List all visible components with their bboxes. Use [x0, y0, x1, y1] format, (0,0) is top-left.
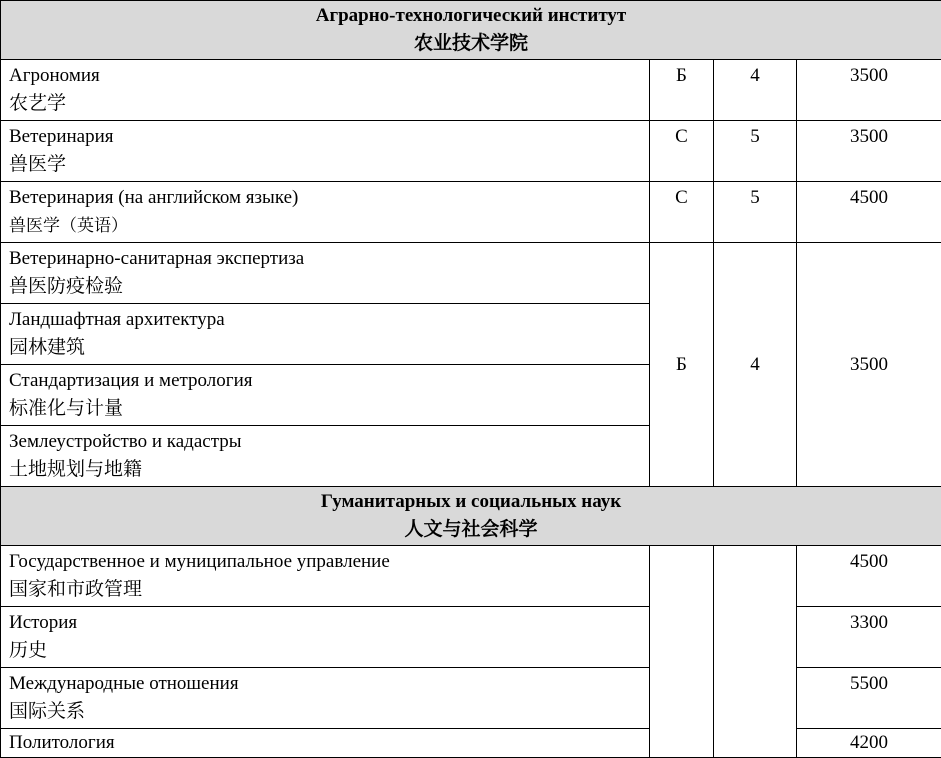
- level-cell: Б: [650, 60, 714, 121]
- program-name-zh: 兽医学（英语）: [9, 212, 649, 240]
- table-row: [1, 607, 941, 668]
- section-title: [1, 1, 941, 60]
- price-cell: 3500: [797, 60, 941, 121]
- table-row: [1, 729, 941, 758]
- program-name-ru: Ландшафтная архитектура: [9, 306, 649, 334]
- section-header: [1, 487, 941, 546]
- program-name-zh: 园林建筑: [9, 334, 649, 362]
- section-header: [1, 1, 941, 60]
- program-name-ru: Государственное и муниципальное управление: [9, 548, 649, 576]
- program-name-zh: 土地规划与地籍: [9, 456, 649, 484]
- section-title-ru: Гуманитарных и социальных наук: [1, 488, 941, 516]
- program-name-ru: Политология: [9, 729, 649, 757]
- price-cell: 4500: [797, 546, 941, 607]
- price-cell-merged: 3500: [797, 243, 941, 487]
- program-name: [1, 546, 650, 607]
- program-name-ru: Стандартизация и метрология: [9, 367, 649, 395]
- program-name-zh: 兽医学: [9, 151, 649, 179]
- program-name-zh: 历史: [9, 637, 649, 665]
- years-cell: 5: [714, 182, 797, 243]
- table-row: [1, 243, 941, 304]
- program-name-zh: 农艺学: [9, 90, 649, 118]
- level-cell-merged: Б: [650, 243, 714, 487]
- section-title-ru: Аграрно-технологический институт: [1, 2, 941, 30]
- program-name: [1, 243, 650, 304]
- level-cell: С: [650, 121, 714, 182]
- years-cell: 4: [714, 60, 797, 121]
- table-row: [1, 60, 941, 121]
- program-name-zh: 国家和市政管理: [9, 576, 649, 604]
- price-cell: 4200: [797, 729, 941, 758]
- program-name-ru: Агрономия: [9, 62, 649, 90]
- price-cell: 3500: [797, 121, 941, 182]
- program-name-ru: Ветеринария (на английском языке): [9, 184, 649, 212]
- program-name-ru: Международные отношения: [9, 670, 649, 698]
- level-cell-merged: [650, 546, 714, 758]
- program-name-ru: История: [9, 609, 649, 637]
- program-name: [1, 304, 650, 365]
- years-cell: 5: [714, 121, 797, 182]
- program-name-ru: Ветеринария: [9, 123, 649, 151]
- program-name: [1, 60, 650, 121]
- section-title: [1, 487, 941, 546]
- level-cell: С: [650, 182, 714, 243]
- price-cell: 3300: [797, 607, 941, 668]
- program-name: [1, 607, 650, 668]
- program-name-zh: 兽医防疫检验: [9, 273, 649, 301]
- program-name: [1, 182, 650, 243]
- program-name: [1, 668, 650, 729]
- price-cell: 5500: [797, 668, 941, 729]
- program-name-ru: Ветеринарно-санитарная экспертиза: [9, 245, 649, 273]
- program-name-zh: 国际关系: [9, 698, 649, 726]
- years-cell-merged: 4: [714, 243, 797, 487]
- table-row: [1, 668, 941, 729]
- program-name: [1, 426, 650, 487]
- section-title-zh: 农业技术学院: [1, 30, 941, 58]
- program-name: [1, 365, 650, 426]
- program-name-ru: Землеустройство и кадастры: [9, 428, 649, 456]
- price-cell: 4500: [797, 182, 941, 243]
- table-row: [1, 121, 941, 182]
- program-name-zh: 标准化与计量: [9, 395, 649, 423]
- table-row: [1, 546, 941, 607]
- program-name: [1, 729, 650, 758]
- program-name: [1, 121, 650, 182]
- section-title-zh: 人文与社会科学: [1, 516, 941, 544]
- years-cell-merged: [714, 546, 797, 758]
- table-row: [1, 182, 941, 243]
